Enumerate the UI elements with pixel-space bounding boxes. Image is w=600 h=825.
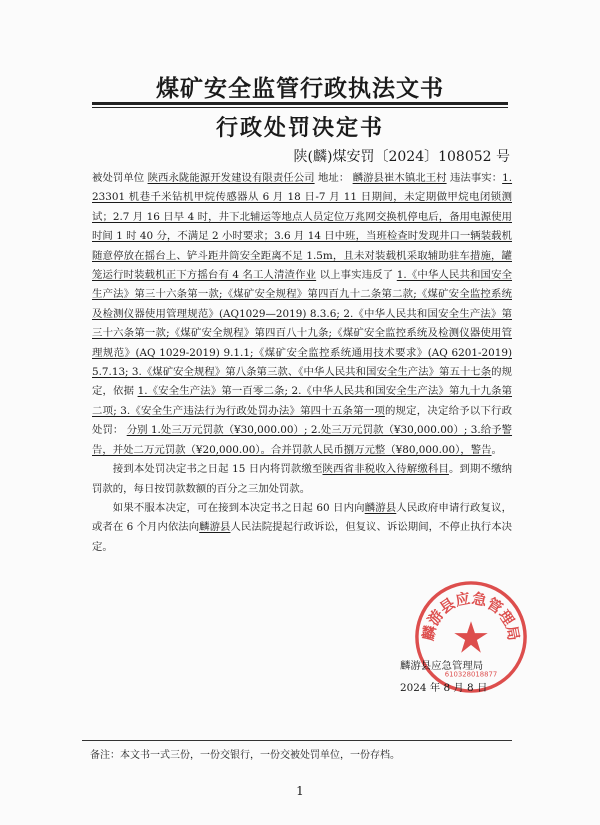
main-paragraph: [92, 169, 512, 460]
basis-text: 1.《安全生产法》第一百零二条; 2.《中华人民共和国安全生产法》第九十九条第二项; 3.《安全生产违法行为行政处罚办法》第四十五条第一项: [92, 385, 512, 417]
document-number: 陕(麟)煤安罚〔2024〕108052 号: [293, 149, 510, 165]
payment-paragraph: [92, 460, 512, 499]
appeal-paragraph: [92, 499, 512, 557]
payment-text-1: 接到本处罚决定书之日起 15 日内将罚款缴至: [112, 463, 323, 476]
issue-date: 2024 年 8 月 8 日: [400, 682, 488, 694]
penalty-period: 。: [491, 443, 502, 456]
footer-divider: [82, 740, 512, 741]
appeal-court: 麟游县: [199, 521, 231, 534]
facts-text: 1.23301 机巷千米钻机甲烷传感器从 6 月 18 日-7 月 11 日期间，未定期做甲烷电闭锁测试；2.7 月 16 日早 4 时，井下北辅运等地点人员定位万兆网交换机停电后，备用电源使用时间 1 时 40 分，不满足 2 小时要求；3.6 月 14 日中班，当班检查时发现井口一辆装载机随意停放在摇台上、铲斗距井筒安全距离不足 1.5m，且未对装载机采取辅助驻车措施，罐笼运行时装载机正下方摇台有 4 名工人清渣作业: [92, 172, 513, 282]
footer-note: 备注：本文书一式三份，一份交银行，一份交被处罚单位，一份存档。: [90, 750, 400, 761]
penalty-text: 分别 1.处三万元罚款（¥30,000.00）; 2.处三万元罚款（¥30,000.00）; 3.给予警告，并处二万元罚款（¥20,000.00）。合并罚款人民币捌万元整（¥80,000.00），警告: [92, 424, 513, 456]
address-value: 麟游县崔木镇北王村: [352, 172, 447, 184]
seal-text: 麟游县应急管理局: [420, 590, 522, 642]
payment-account: 陕西省非税收入待解缴科目: [322, 463, 449, 476]
decision-intro: 的规定，决定给予以下行政处罚：: [92, 404, 513, 437]
document-subtitle: 行政处罚决定书: [215, 115, 384, 141]
signature-block: [400, 655, 540, 699]
address-label: 地址：: [317, 172, 350, 184]
document-title: 煤矿安全监管行政执法文书: [156, 75, 444, 102]
document-body: [92, 169, 512, 557]
appeal-text-2: 人民政府申请行政复议，或者在 6 个月内依法向: [92, 501, 513, 534]
basis-intro: 的规定，依据: [92, 366, 512, 398]
appeal-text-3: 人民法院提起行政诉讼，但复议、诉讼期间，不停止执行本决定。: [92, 521, 513, 553]
title-rule-thin: [92, 107, 508, 108]
title-rule-thick: [92, 102, 508, 105]
page-number: 1: [296, 784, 304, 798]
issuer-name: 麟游县应急管理局: [400, 660, 484, 672]
seal-number: 610328018877: [444, 670, 498, 679]
appeal-government: 麟游县: [364, 501, 397, 514]
facts-label: 违法事实：: [449, 172, 503, 184]
party-name: 陕西永陇能源开发建设有限责任公司: [147, 172, 315, 184]
payment-text-2: 。到期不缴纳罚款的，每日按罚款数额的百分之三加处罚款。: [92, 463, 513, 495]
violated-intro: 以上事实违反了: [319, 269, 394, 282]
violated-text: 1.《中华人民共和国安全生产法》第三十六条第一款;《煤矿安全规程》第四百九十二条第二款;《煤矿安全监控系统及检测仪器使用管理规范》(AQ1029—2019) 8.3.6; 2.《中华人民共和国安全生产法》第三十六条第一款;《煤矿安全规程》第四百八十九条;《煤矿安全监控系统及检测仪器使用管理规范》(AQ 1029-2019) 9.1.1;《煤矿安全监控系统通用技术要求》(AQ 6201-2019) 5.7.13; 3.《煤矿安全规程》第八条第三款、《中华人民共和国安全生产法》第五十七条: [92, 269, 513, 379]
appeal-text-1: 如果不服本决定，可在接到本决定书之日起 60 日内向: [112, 501, 365, 514]
party-label: 被处罚单位: [92, 172, 145, 184]
